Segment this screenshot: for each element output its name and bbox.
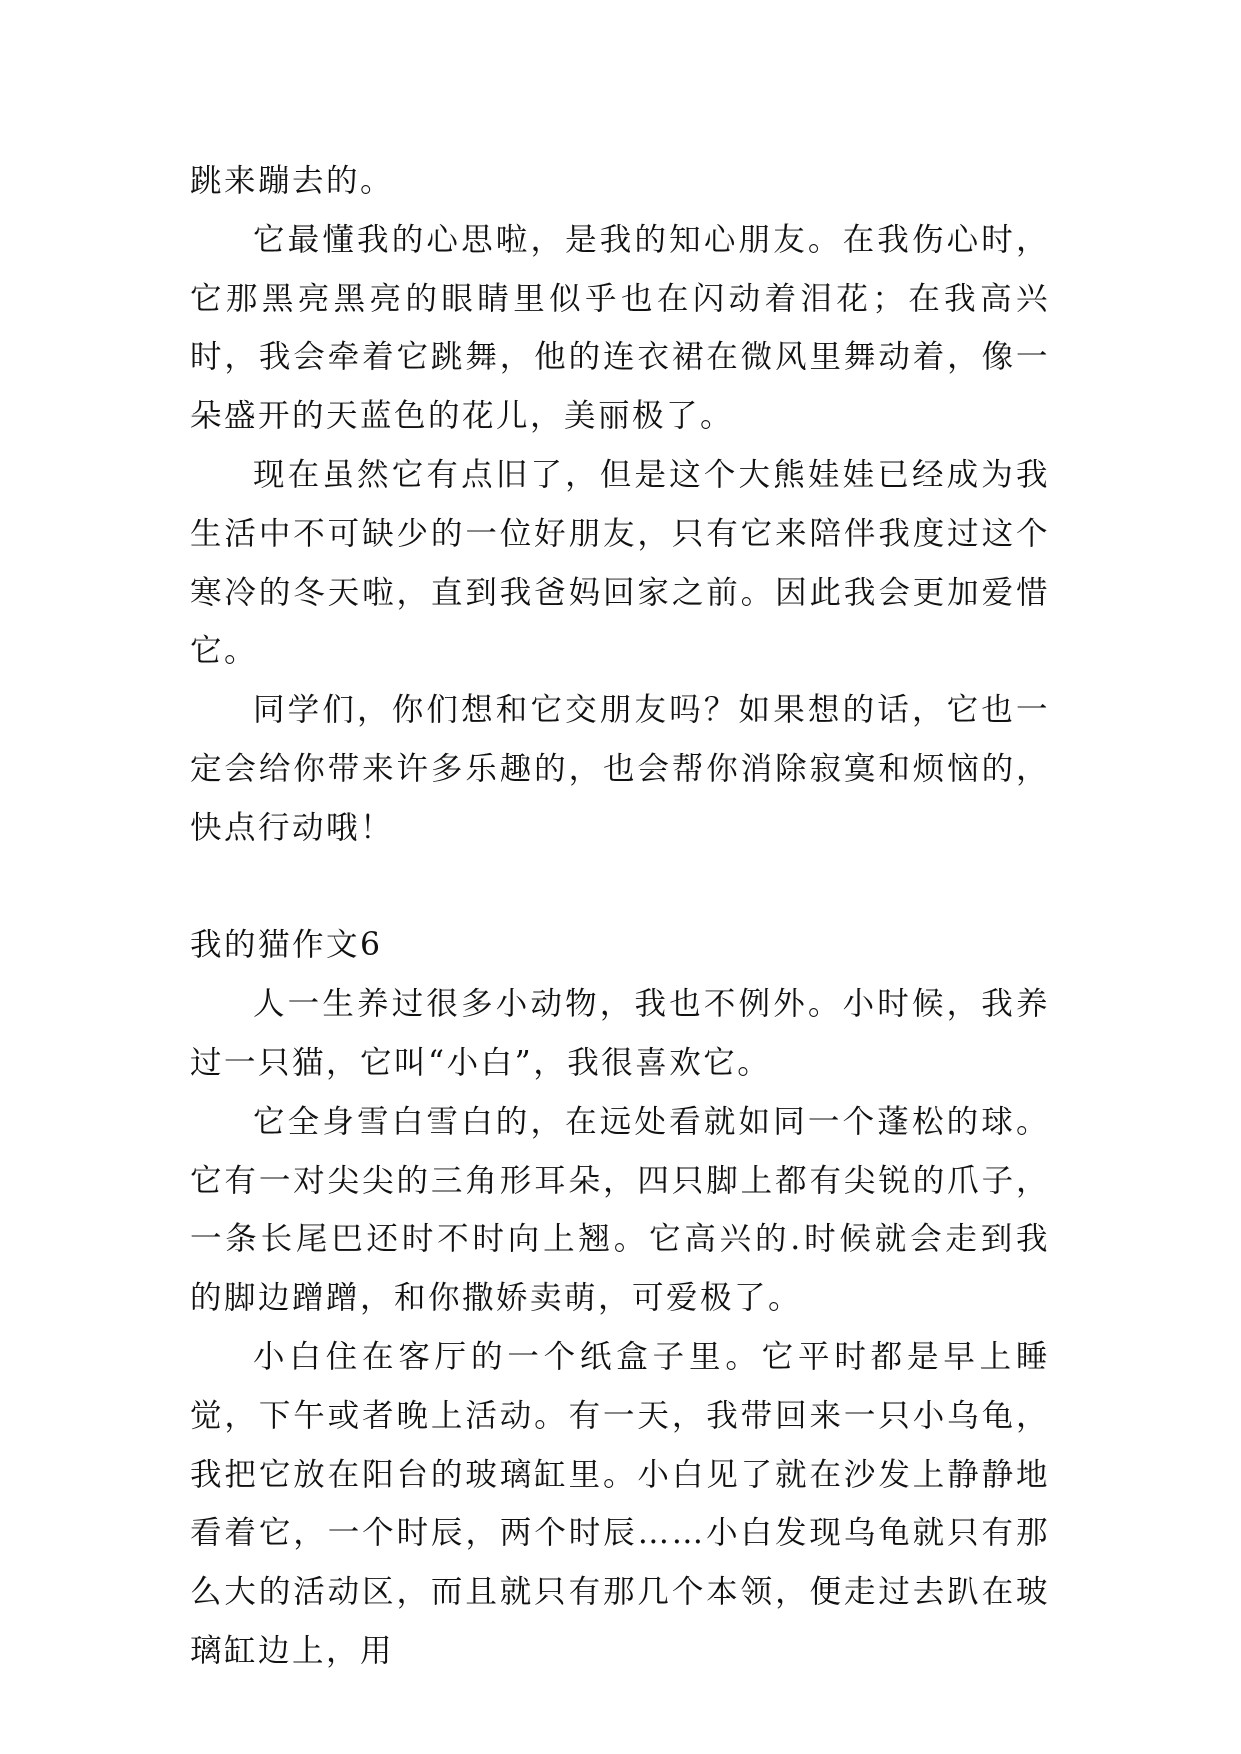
- paragraph-cat-appearance: 它全身雪白雪白的，在远处看就如同一个蓬松的球。它有一对尖尖的三角形耳朵，四只脚上都有尖锐的爪子，一条长尾巴还时不时向上翘。它高兴的.时候就会走到我的脚边蹭蹭，和你撒娇卖萌，可爱极了。: [190, 1103, 1050, 1317]
- paragraph-continuation: 跳来蹦去的。: [190, 163, 395, 199]
- essay-heading: 我的猫作文6: [190, 927, 383, 964]
- paragraph-bear-invite: 同学们，你们想和它交朋友吗？如果想的话，它也一定会给你带来许多乐趣的，也会帮你消除寂寞和烦恼的，快点行动哦！: [190, 692, 1050, 846]
- paragraph-bear-old: 现在虽然它有点旧了，但是这个大熊娃娃已经成为我生活中不可缺少的一位好朋友，只有它来陪伴我度过这个寒冷的冬天啦，直到我爸妈回家之前。因此我会更加爱惜它。: [190, 456, 1050, 670]
- paragraph-cat-intro: 人一生养过很多小动物，我也不例外。小时候，我养过一只猫，它叫“小白”，我很喜欢它。: [190, 986, 1050, 1081]
- paragraph-bear-friend: 它最懂我的心思啦，是我的知心朋友。在我伤心时，它那黑亮黑亮的眼睛里似乎也在闪动着泪花；在我高兴时，我会牵着它跳舞，他的连衣裙在微风里舞动着，像一朵盛开的天蓝色的花儿，美丽极了。: [190, 221, 1050, 435]
- paragraph-cat-turtle: 小白住在客厅的一个纸盒子里。它平时都是早上睡觉，下午或者晚上活动。有一天，我带回来一只小乌龟，我把它放在阳台的玻璃缸里。小白见了就在沙发上静静地看着它，一个时辰，两个时辰……小白发现乌龟就只有那么大的活动区，而且就只有那几个本领，便走过去趴在玻璃缸边上，用: [190, 1338, 1050, 1669]
- document-page: [190, 152, 1050, 1681]
